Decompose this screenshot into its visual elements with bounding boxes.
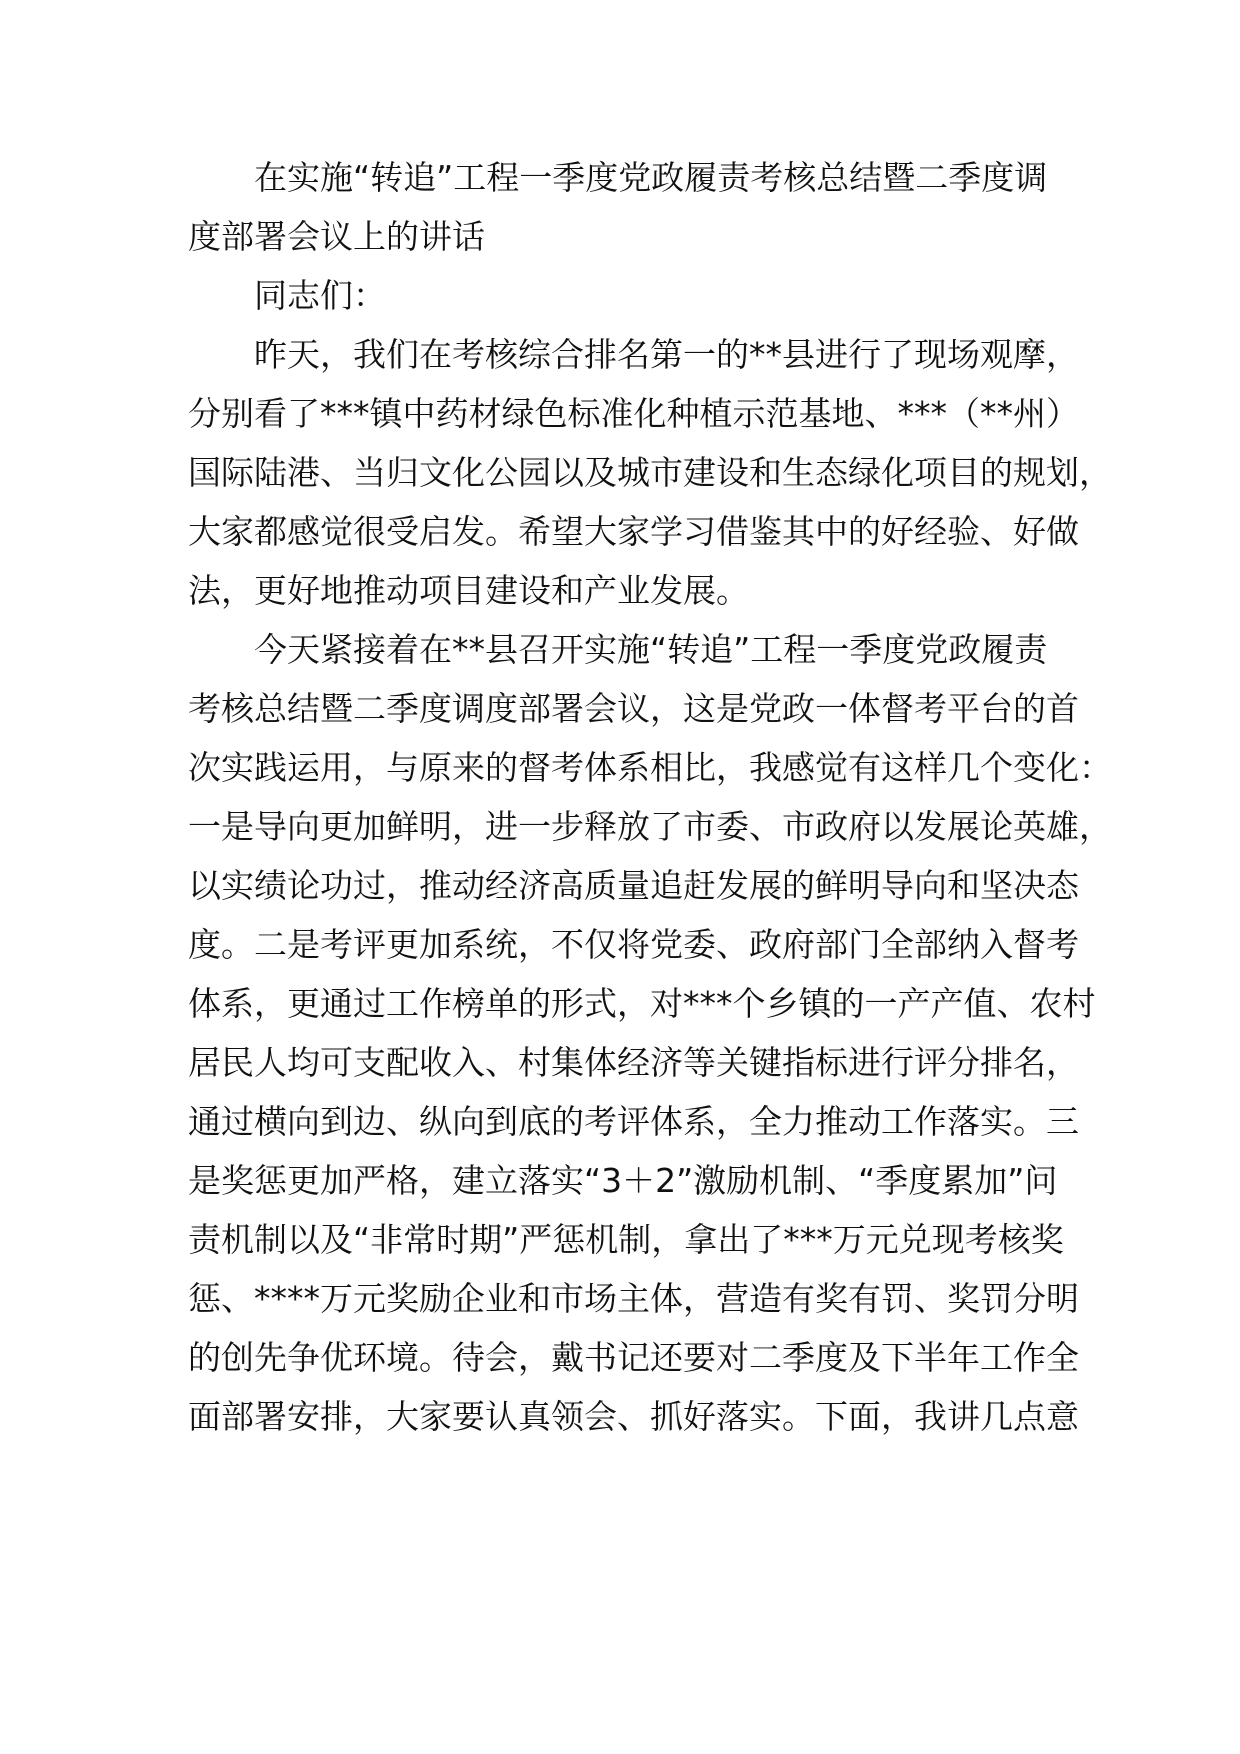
text-line: 一是导向更加鲜明，进一步释放了市委、市政府以发展论英雄， xyxy=(188,807,1112,846)
text-line: 国际陆港、当归文化公园以及城市建设和生态绿化项目的规划， xyxy=(188,453,1112,492)
text-line: 是奖惩更加严格，建立落实“3＋2”激励机制、“季度累加”问 xyxy=(188,1161,1058,1200)
text-line: 次实践运用，与原来的督考体系相比，我感觉有这样几个变化： xyxy=(188,748,1112,787)
text-line: 法，更好地推动项目建设和产业发展。 xyxy=(188,571,749,610)
text-line: 度。二是考评更加系统，不仅将党委、政府部门全部纳入督考 xyxy=(188,925,1079,964)
salutation: 同志们： xyxy=(188,276,386,315)
text-line: 惩、****万元奖励企业和市场主体，营造有奖有罚、奖罚分明 xyxy=(188,1279,1079,1318)
text-line: 以实绩论功过，推动经济高质量追赶发展的鲜明导向和坚决态 xyxy=(188,866,1079,905)
text-line: 通过横向到边、纵向到底的考评体系，全力推动工作落实。三 xyxy=(188,1102,1079,1141)
text-line: 昨天，我们在考核综合排名第一的**县进行了现场观摩， xyxy=(188,335,1079,374)
text-line: 大家都感觉很受启发。希望大家学习借鉴其中的好经验、好做 xyxy=(188,512,1079,551)
text-line: 居民人均可支配收入、村集体经济等关键指标进行评分排名， xyxy=(188,1043,1079,1082)
text-line: 分别看了***镇中药材绿色标准化种植示范基地、***（**州） xyxy=(188,394,1079,433)
title-line-2: 度部署会议上的讲话 xyxy=(188,217,485,256)
text-line: 的创先争优环境。待会，戴书记还要对二季度及下半年工作全 xyxy=(188,1338,1079,1377)
text-line: 体系，更通过工作榜单的形式，对***个乡镇的一产产值、农村 xyxy=(188,984,1096,1023)
text-line: 责机制以及“非常时期”严惩机制，拿出了***万元兑现考核奖 xyxy=(188,1220,1064,1259)
title-line-1: 在实施“转追”工程一季度党政履责考核总结暨二季度调 xyxy=(188,158,1048,197)
text-line: 考核总结暨二季度调度部署会议，这是党政一体督考平台的首 xyxy=(188,689,1079,728)
text-line: 面部署安排，大家要认真领会、抓好落实。下面，我讲几点意 xyxy=(188,1397,1079,1436)
text-line: 今天紧接着在**县召开实施“转追”工程一季度党政履责 xyxy=(188,630,1048,669)
